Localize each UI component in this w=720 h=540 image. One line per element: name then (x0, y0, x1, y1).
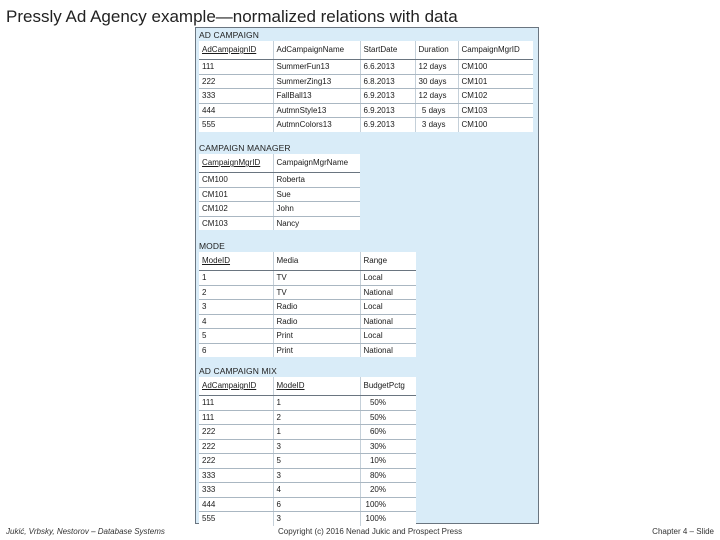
table-cell: John (273, 202, 360, 217)
table-cell: 6.8.2013 (360, 74, 415, 89)
table-header-row (199, 154, 360, 173)
table-cell: TV (273, 285, 360, 300)
table-cell: Sue (273, 187, 360, 202)
table-row (199, 512, 416, 526)
campaign-manager-table (199, 154, 360, 230)
table-cell: 333 (199, 468, 273, 483)
column-header: StartDate (360, 41, 415, 60)
table-cell: 3 days (415, 118, 458, 132)
footer-authors: Jukić, Vrbsky, Nestorov – Database Systems (6, 527, 165, 536)
table-cell: CM101 (458, 74, 533, 89)
table-row (199, 396, 416, 411)
column-header: BudgetPctg (360, 377, 416, 396)
table-row (199, 173, 360, 188)
table-row (199, 410, 416, 425)
table-row (199, 497, 416, 512)
table-cell: 222 (199, 74, 273, 89)
mode-table (199, 252, 416, 357)
table-row (199, 468, 416, 483)
table-cell: 5 days (415, 103, 458, 118)
table-row (199, 300, 416, 315)
table-cell: CM103 (202, 218, 228, 228)
table-row (199, 425, 416, 440)
table-row (199, 329, 416, 344)
table-cell: 555 (202, 120, 216, 129)
table-cell: 222 (199, 439, 273, 454)
table-cell: 80% (360, 468, 416, 483)
mode-label: MODE (199, 241, 225, 251)
relations-figure (195, 27, 539, 524)
table-cell: SummerFun13 (273, 60, 360, 75)
table-cell: 555 (202, 514, 216, 523)
ad-campaign-label: AD CAMPAIGN (199, 30, 259, 40)
table-row (199, 187, 360, 202)
column-header: AdCampaignName (273, 41, 360, 60)
table-cell: CM100 (199, 173, 273, 188)
table-cell: 111 (199, 410, 273, 425)
table-cell: 222 (199, 454, 273, 469)
table-header-row (199, 252, 416, 271)
table-cell: CM101 (199, 187, 273, 202)
table-cell: CM103 (458, 103, 533, 118)
table-cell: 6.6.2013 (360, 60, 415, 75)
table-cell: 6 (202, 345, 207, 355)
table-row (199, 103, 533, 118)
table-row (199, 454, 416, 469)
table-cell: SummerZing13 (273, 74, 360, 89)
table-row (199, 271, 416, 286)
table-cell: 2 (199, 285, 273, 300)
column-header: ModeID (199, 252, 273, 271)
table-cell: 3 (199, 300, 273, 315)
table-cell: AutmnStyle13 (273, 103, 360, 118)
slide-title: Pressly Ad Agency example—normalized relations with data (6, 7, 458, 26)
footer-slide-number: Chapter 4 – Slide (652, 527, 714, 536)
table-cell: 100% (360, 512, 416, 526)
table-cell: Local (360, 271, 416, 286)
table-cell: 50% (360, 410, 416, 425)
table-cell: 6.9.2013 (360, 118, 415, 132)
table-cell: 111 (199, 396, 273, 411)
table-cell: National (360, 343, 416, 357)
table-cell: Roberta (273, 173, 360, 188)
table-cell: 6.9.2013 (360, 103, 415, 118)
table-cell: Nancy (273, 216, 360, 230)
table-cell: 10% (360, 454, 416, 469)
column-header: CampaignMgrID (199, 154, 273, 173)
table-cell: 2 (273, 410, 360, 425)
column-header: Media (273, 252, 360, 271)
table-cell: 6.9.2013 (360, 89, 415, 104)
table-row (199, 483, 416, 498)
table-row (199, 60, 533, 75)
table-cell: 222 (199, 425, 273, 440)
table-row (199, 74, 533, 89)
table-row (199, 118, 533, 132)
table-cell: 444 (199, 103, 273, 118)
table-row (199, 314, 416, 329)
table-cell: 333 (199, 89, 273, 104)
column-header: CampaignMgrName (273, 154, 360, 173)
table-cell: 60% (360, 425, 416, 440)
table-cell: 12 days (415, 60, 458, 75)
table-row (199, 89, 533, 104)
ad-campaign-mix-table (199, 377, 416, 526)
table-cell: AutmnColors13 (273, 118, 360, 132)
table-cell: 5 (199, 329, 273, 344)
table-cell: CM102 (199, 202, 273, 217)
table-cell: 1 (199, 271, 273, 286)
table-cell: Radio (273, 314, 360, 329)
table-cell: Local (360, 300, 416, 315)
footer-copyright: Copyright (c) 2016 Nenad Jukic and Prospect Press (278, 527, 463, 536)
table-row (199, 343, 416, 357)
table-cell: 3 (273, 439, 360, 454)
table-cell: 30% (360, 439, 416, 454)
table-cell: 4 (273, 483, 360, 498)
table-cell: National (360, 314, 416, 329)
column-header: AdCampaignID (199, 41, 273, 60)
table-cell: CM100 (458, 118, 533, 132)
table-cell: Radio (273, 300, 360, 315)
table-cell: 5 (273, 454, 360, 469)
table-cell: Local (360, 329, 416, 344)
table-cell: 4 (199, 314, 273, 329)
column-header: Range (360, 252, 416, 271)
table-cell: 6 (273, 497, 360, 512)
table-cell: 1 (273, 396, 360, 411)
column-header: CampaignMgrID (458, 41, 533, 60)
table-row (199, 216, 360, 230)
table-cell: Print (273, 343, 360, 357)
table-cell: 3 (273, 512, 360, 526)
table-row (199, 285, 416, 300)
table-cell: 333 (199, 483, 273, 498)
column-header: ModeID (273, 377, 360, 396)
table-cell: CM100 (458, 60, 533, 75)
table-row (199, 202, 360, 217)
table-cell: Print (273, 329, 360, 344)
table-cell: 100% (360, 497, 416, 512)
table-cell: 20% (360, 483, 416, 498)
column-header: AdCampaignID (199, 377, 273, 396)
table-header-row (199, 41, 533, 60)
column-header: Duration (415, 41, 458, 60)
table-row (199, 439, 416, 454)
campaign-manager-label: CAMPAIGN MANAGER (199, 143, 291, 153)
table-cell: National (360, 285, 416, 300)
table-cell: 30 days (415, 74, 458, 89)
table-cell: CM102 (458, 89, 533, 104)
table-header-row (199, 377, 416, 396)
table-cell: 111 (199, 60, 273, 75)
table-cell: 3 (273, 468, 360, 483)
ad-campaign-mix-label: AD CAMPAIGN MIX (199, 366, 277, 376)
table-cell: 12 days (415, 89, 458, 104)
table-cell: 1 (273, 425, 360, 440)
ad-campaign-table (199, 41, 533, 132)
table-cell: FallBall13 (273, 89, 360, 104)
table-cell: 50% (360, 396, 416, 411)
table-cell: TV (273, 271, 360, 286)
table-cell: 444 (199, 497, 273, 512)
